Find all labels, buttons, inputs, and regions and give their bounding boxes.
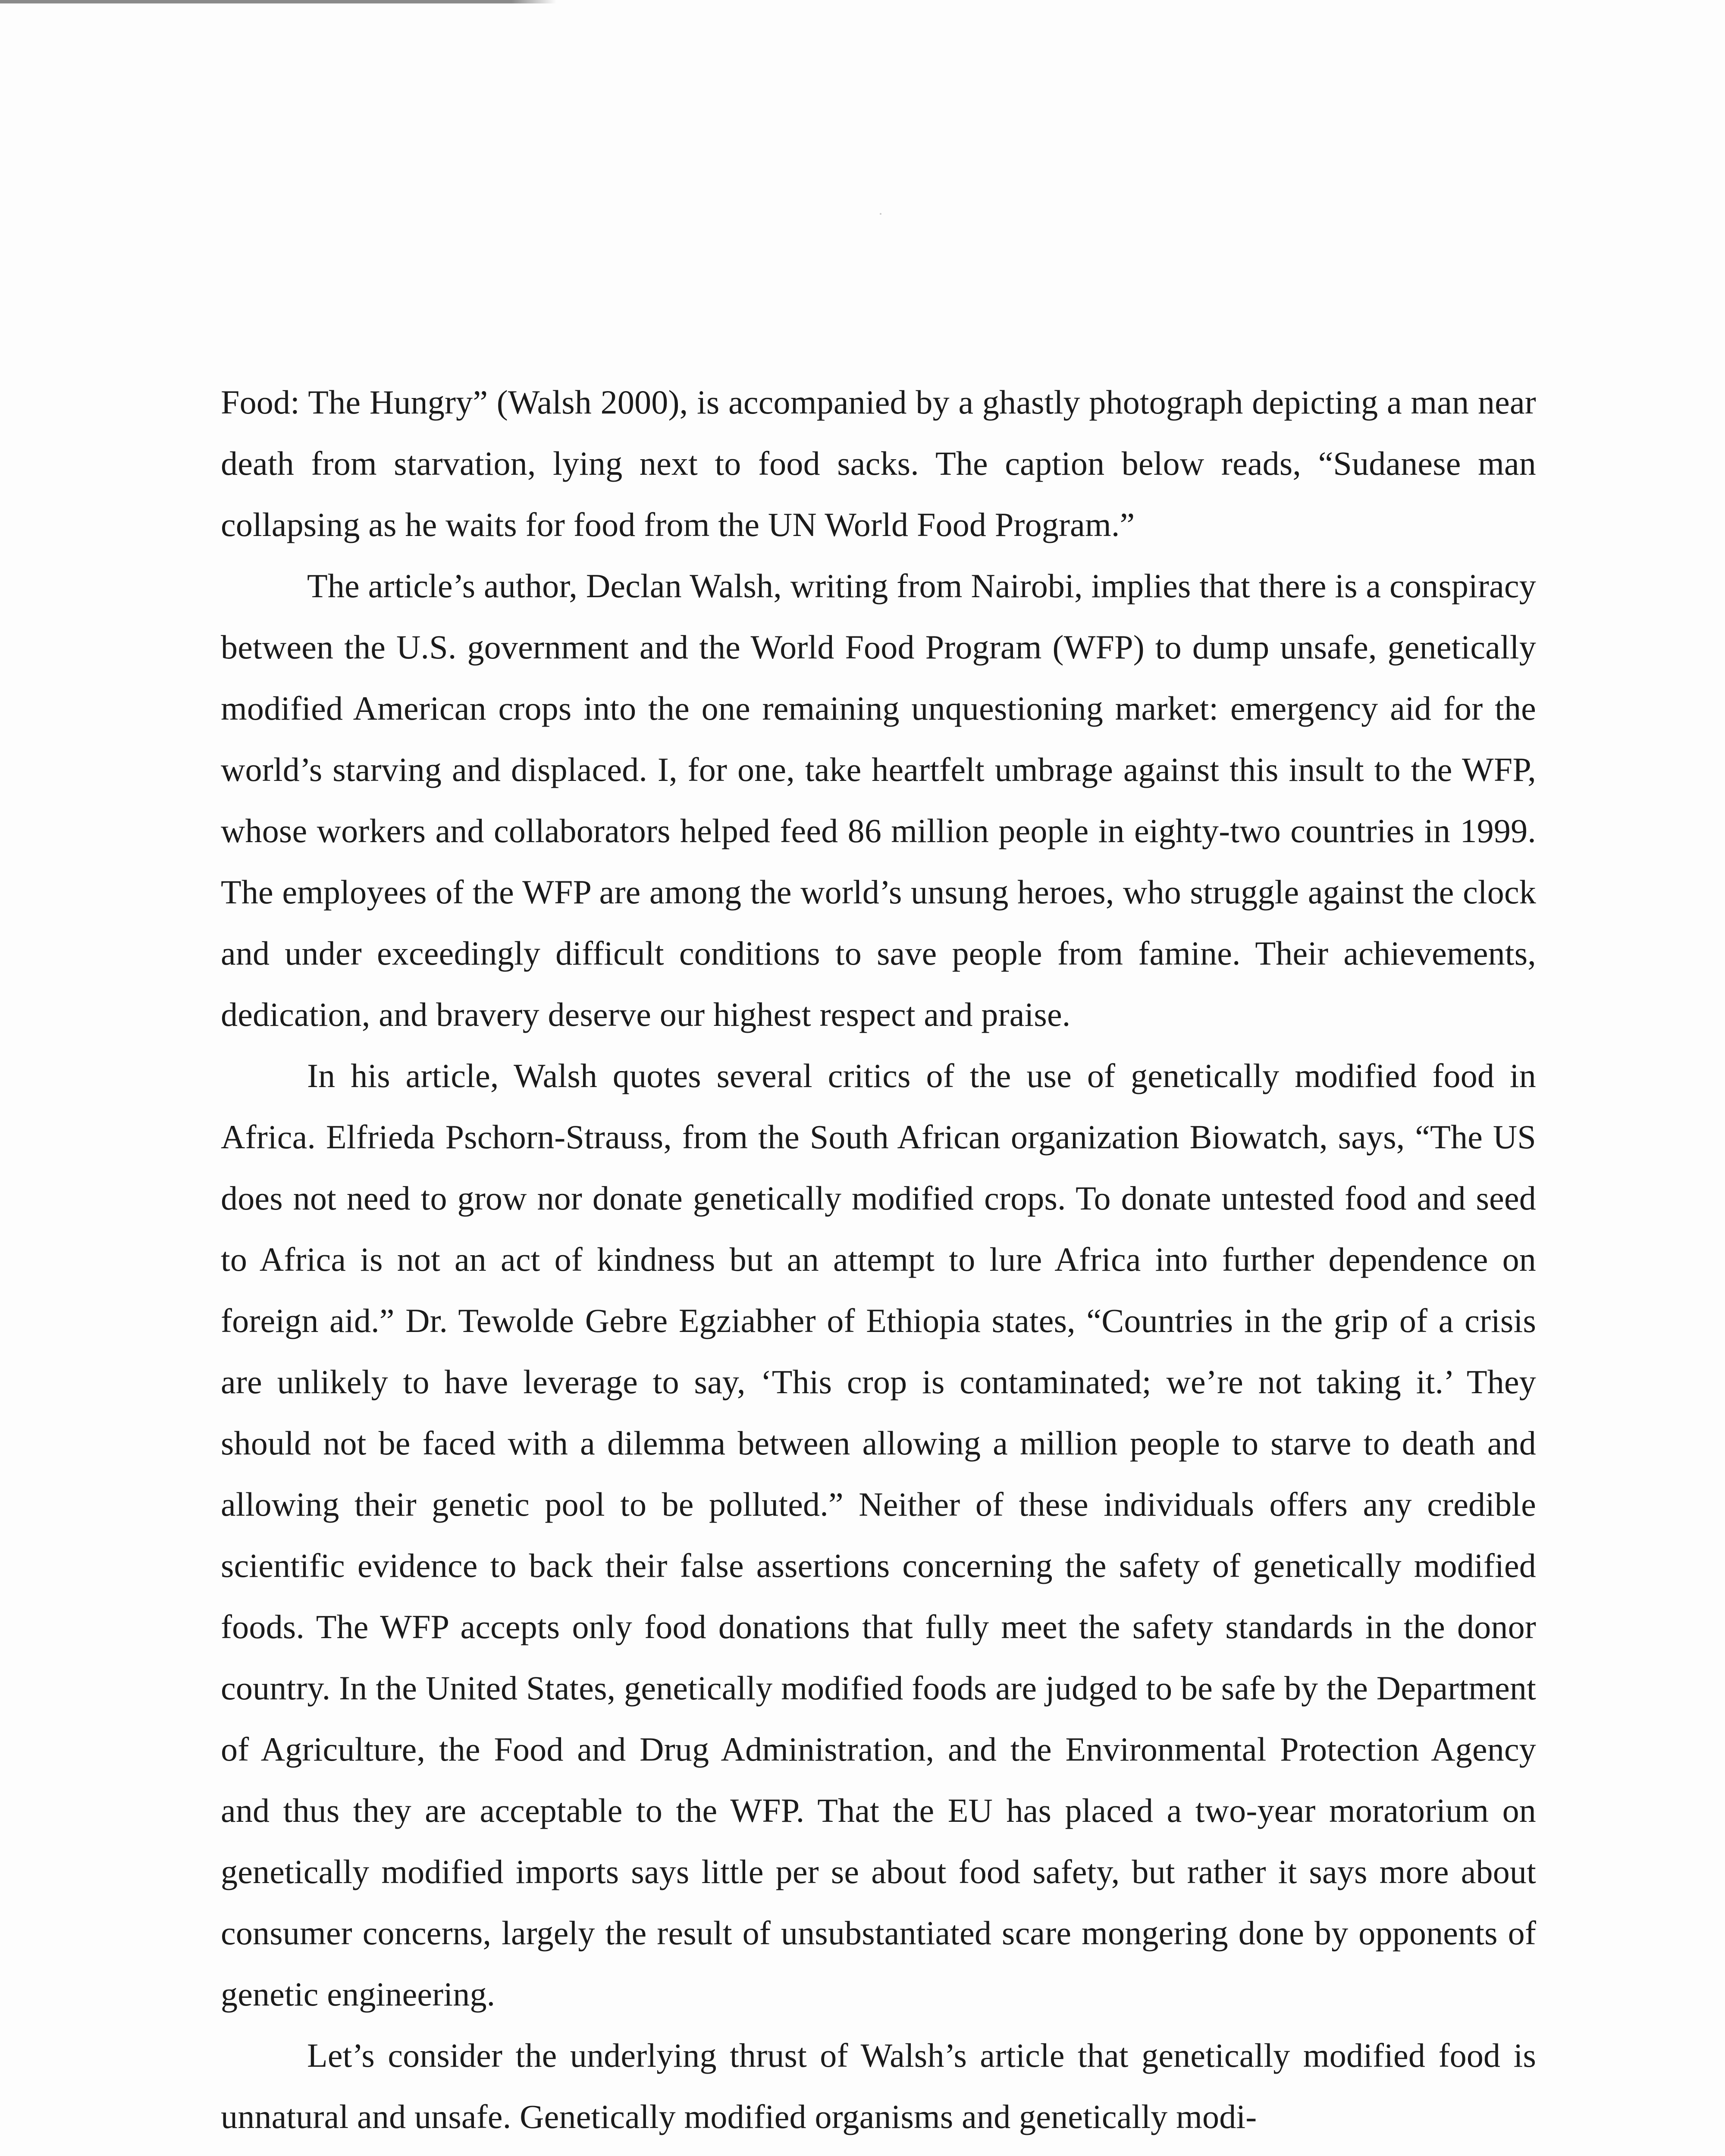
body-text bbox=[221, 372, 1536, 2147]
paragraph-critics: In his article, Walsh quotes several critics of the use of genetically modified food in Africa. Elfrieda Pschorn-Strauss, from the South African organization Biowatch, says, “The US does not need to grow nor donate genetically modified crops. To donate untested food and seed to Africa is not an act of kindness but an attempt to lure Africa into further dependence on foreign aid.” Dr. Tewolde Gebre Egziabher of Ethiopia states, “Countries in the grip of a crisis are unlikely to have leverage to say, ‘This crop is contaminated; we’re not taking it.’ They should not be faced with a dilemma between allowing a million people to starve to death and allowing their genetic pool to be polluted.” Neither of these individuals offers any credible scientific evidence to back their false assertions concerning the safety of genetically modified foods. The WFP accepts only food donations that fully meet the safety standards in the donor country. In the United States, genetically modified foods are judged to be safe by the Department of Agriculture, the Food and Drug Administration, and the Environmental Protection Agency and thus they are acceptable to the WFP. That the EU has placed a two-year moratorium on genetically modified imports says little per se about food safety, but rather it says more about consumer concerns, largely the result of unsubstantiated scare mongering done by opponents of genetic engineering. bbox=[221, 1057, 1536, 2013]
paragraph-continued: Food: The Hungry” (Walsh 2000), is accompanied by a ghastly photograph depicting a man near death from starvation, lying next to food sacks. The caption below reads, “Sudanese man collapsing as he waits for food from the UN World Food Program.” bbox=[221, 383, 1536, 543]
paragraph-underlying-thrust: Let’s consider the underlying thrust of Walsh’s article that genetically modified food is unnatural and unsafe. Genetically modified organisms and genetically modi- bbox=[221, 2037, 1536, 2135]
paragraph-walsh-conspiracy: The article’s author, Declan Walsh, writing from Nairobi, implies that there is a conspiracy between the U.S. government and the World Food Program (WFP) to dump unsafe, genetically modified American crops into the one remaining unquestioning market: emergency aid for the world’s starving and displaced. I, for one, take heartfelt umbrage against this insult to the WFP, whose workers and collaborators helped feed 86 million people in eighty-two countries in 1999. The employees of the WFP are among the world’s unsung heroes, who struggle against the clock and under exceedingly difficult conditions to save people from famine. Their achievements, dedication, and bravery deserve our highest respect and praise. bbox=[221, 567, 1536, 1033]
scan-edge-mark bbox=[0, 0, 556, 3]
scan-speck bbox=[880, 213, 881, 215]
